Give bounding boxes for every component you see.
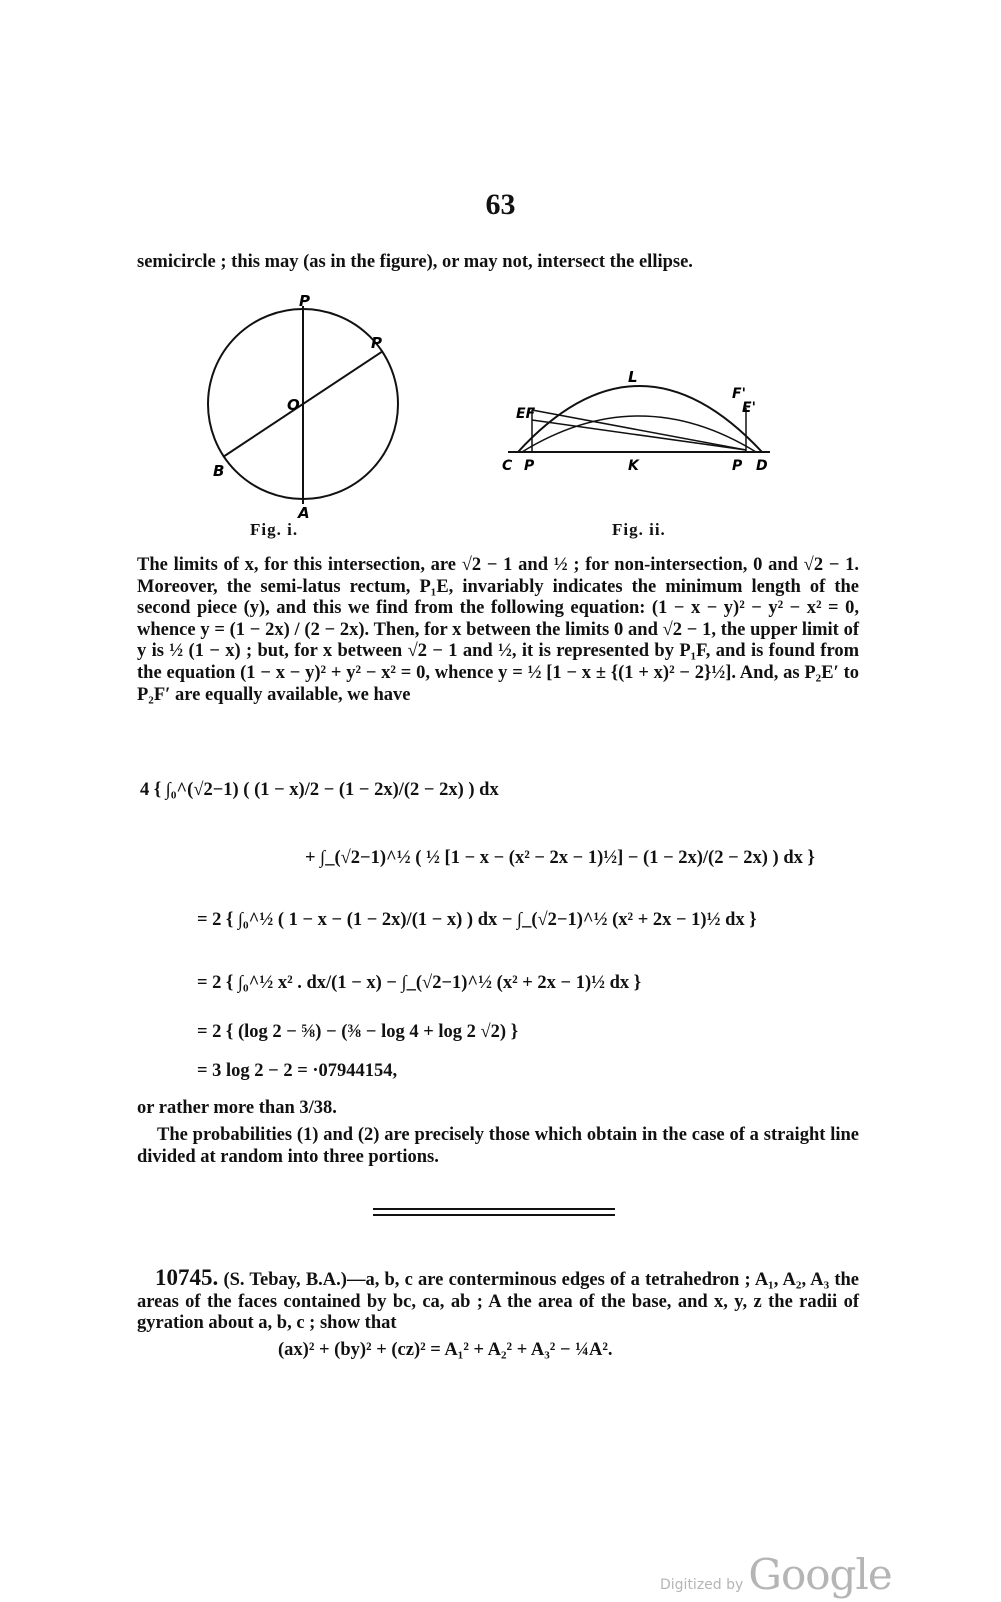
watermark-small: Digitized by (660, 1577, 744, 1593)
chord-2 (532, 420, 746, 450)
problem-paragraph (137, 1267, 859, 1335)
equation-6: = 3 log 2 − 2 = ·07944154, (197, 1061, 398, 1081)
equation-1: 4 { ∫₀^(√2−1) ( (1 − x)/2 − (1 − 2x)/(2 − 2x) ) dx (140, 780, 499, 800)
label-a: A (298, 504, 310, 522)
figure-1 (195, 292, 382, 532)
equation-5: = 2 { (log 2 − ⅝) − (⅜ − log 4 + log 2 √2) } (197, 1022, 519, 1042)
label-d: D (756, 458, 768, 474)
label-p1: P (524, 458, 535, 474)
problem-text: (S. Tebay, B.A.)—a, b, c are conterminous edges of a tetrahedron ; A₁, A₂, A₃ the areas of the faces contained by bc, ca, ab ; A the area of the base, and x, y, z the radii of gyration about a, b, c ; show that (137, 1270, 860, 1334)
label-ef: EF (516, 406, 536, 422)
label-p: P (299, 292, 310, 310)
label-ep: E' (742, 400, 756, 416)
rather-line: or rather more than 3/38. (137, 1098, 337, 1118)
label-c: C (502, 458, 513, 474)
label-p2: P (732, 458, 743, 474)
watermark-big: Google (748, 1550, 892, 1599)
label-b: B (213, 462, 225, 480)
paragraph-2: The probabilities (1) and (2) are precisely those which obtain in the case of a straight line divided at random into three portions. (137, 1125, 859, 1167)
label-fp: F' (732, 386, 746, 402)
equation-3: = 2 { ∫₀^½ ( 1 − x − (1 − 2x)/(1 − x) ) dx − ∫_(√2−1)^½ (x² + 2x − 1)½ dx } (197, 910, 757, 930)
equation-2: + ∫_(√2−1)^½ ( ½ [1 − x − (x² − 2x − 1)½] − (1 − 2x)/(2 − 2x) ) dx } (305, 848, 815, 868)
fig2-caption: Fig. ii. (612, 520, 666, 539)
problem-number: 10745. (155, 1265, 219, 1290)
divider-top (373, 1208, 615, 1210)
divider-bottom (373, 1214, 615, 1216)
semicircle-arc (518, 386, 762, 452)
fig1-caption: Fig. i. (250, 520, 299, 539)
google-watermark (660, 1550, 892, 1599)
label-p2: P (371, 334, 382, 352)
label-k: K (628, 458, 639, 474)
figure-2 (500, 360, 790, 480)
label-l: L (628, 368, 638, 386)
equation-4: = 2 { ∫₀^½ x² . dx/(1 − x) − ∫_(√2−1)^½ (x² + 2x − 1)½ dx } (197, 973, 642, 993)
problem-formula: (ax)² + (by)² + (cz)² = A₁² + A₂² + A₃² − ¼A². (278, 1340, 613, 1360)
paragraph-1: The limits of x, for this intersection, are √2 − 1 and ½ ; for non-intersection, 0 and √2 − 1. Moreover, the semi-latus rectum, P₁E, invariably indicates the minimum length of the second piece (y), and this we find from the following equation: (1 − x − y)² − y² − x² = 0, whence y = (1 − 2x) / (2 − 2x). Then, for x between the limits 0 and √2 − 1, the upper limit of y is ½ (1 − x) ; but, for x between √2 − 1 and ½, it is represented by P₁F, and is found from the equation (1 − x − y)² + y² − x² = 0, whence y = ½ [1 − x ± {(1 + x)² − 2}½]. And, as P₂E′ to P₂F′ are equally available, we have (137, 555, 859, 705)
page-number: 63 (485, 188, 516, 221)
intro-line: semicircle ; this may (as in the figure), or may not, intersect the ellipse. (137, 252, 693, 272)
label-o: O (287, 396, 300, 414)
